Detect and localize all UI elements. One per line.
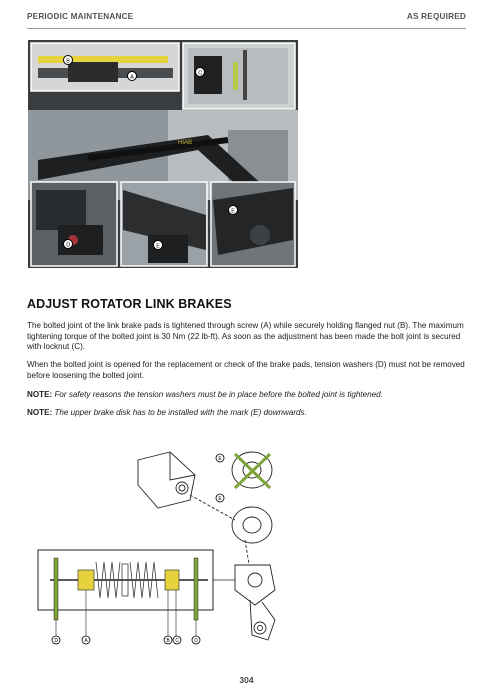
photo-label-c: C (198, 70, 203, 77)
header-interval: AS REQUIRED (406, 12, 466, 21)
diagram-label-b: B (166, 638, 170, 645)
diagram-label-d-right: D (194, 638, 199, 645)
photo-label-b: B (66, 58, 70, 65)
photo-label-e-left: E (156, 243, 160, 250)
photo-illustration (28, 40, 298, 268)
note-text: For safety reasons the tension washers must be in place before the bolted joint is tightened. (54, 390, 383, 399)
svg-text:HIAB: HIAB (178, 140, 193, 146)
rotator-photo-composite (28, 40, 298, 268)
note-label: NOTE: (27, 390, 53, 399)
page-number: 304 (239, 675, 254, 685)
header-section-title: PERIODIC MAINTENANCE (27, 12, 134, 21)
note-safety (27, 390, 467, 401)
note-label: NOTE: (27, 408, 53, 417)
paragraph-tension-washers: When the bolted joint is opened for the replacement or check of the brake pads, tension washers (D) must not be removed before loosening the bolted joint. (27, 360, 465, 380)
link-brake-diagram (30, 440, 305, 655)
photo-label-a: A (130, 74, 134, 81)
photo-label-e-right: E (231, 208, 235, 215)
section-title: ADJUST ROTATOR LINK BRAKES (27, 297, 232, 311)
note-brake-disk (27, 408, 467, 419)
diagram-label-e-mid: E (218, 496, 222, 503)
note-text: The upper brake disk has to be installed with the mark (E) downwards. (54, 408, 307, 417)
diagram-label-c: C (175, 638, 180, 645)
page-header (27, 10, 466, 29)
paragraph-bolted-joint: The bolted joint of the link brake pads is tightened through screw (A) while securely holding flanged nut (B). The maximum tightening torque of the bolted joint is 30 Nm (22 lb-ft). As soon as the adjustment has been made the bolt joint is secured with locknut (C). (27, 321, 464, 352)
diagram-label-d-left: D (54, 638, 59, 645)
photo-label-d: D (66, 242, 71, 249)
diagram-illustration (30, 440, 305, 655)
diagram-label-a: A (84, 638, 88, 645)
diagram-label-e-top: E (218, 456, 222, 463)
